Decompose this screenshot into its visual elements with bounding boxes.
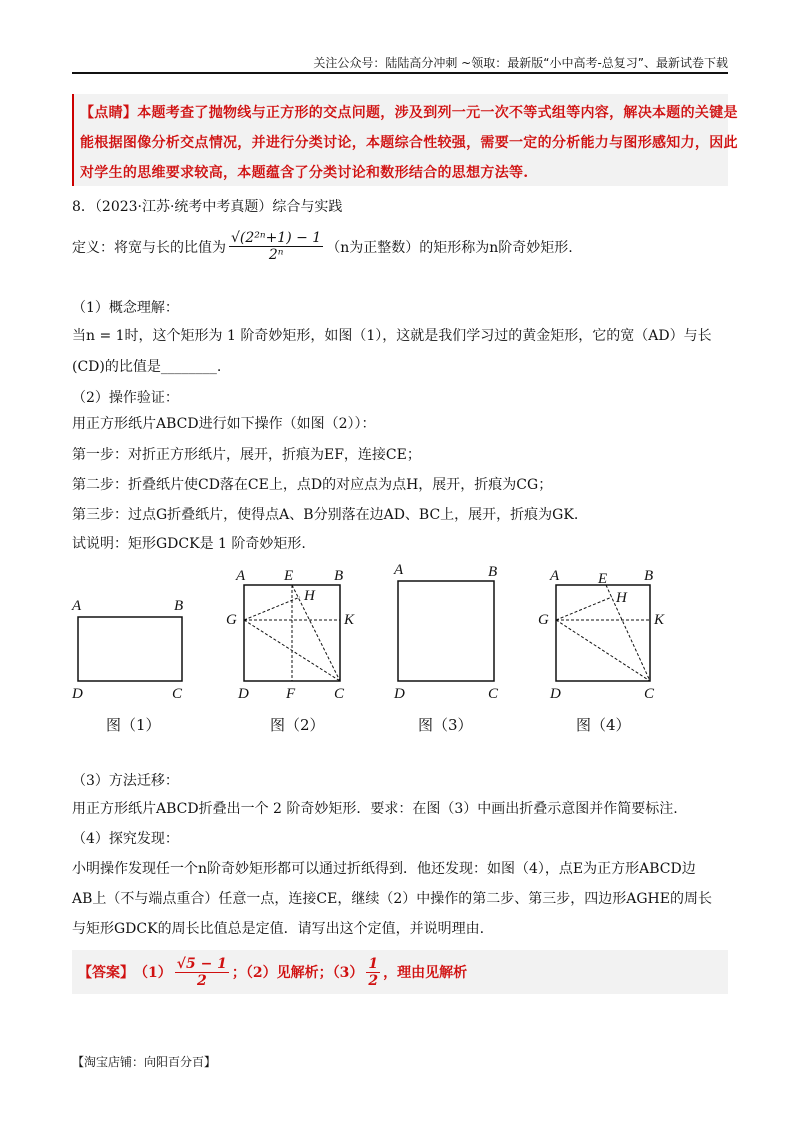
part2-step-3: 第三步：过点G折叠纸片，使得点A、B分别落在边AD、BC上，展开，折痕为GK. <box>72 507 579 523</box>
fig3-label-c: C <box>488 686 499 702</box>
figure-4 <box>538 568 665 734</box>
answer-part2: ；（2）见解析；（3） <box>231 965 364 981</box>
fig2-label-e: E <box>284 568 294 584</box>
part1-line-2: (CD)的比值是________. <box>72 359 222 375</box>
part4-line-1: 小明操作发现任一个n阶奇妙矩形都可以通过折纸得到．他还发现：如图（4），点E为正方形ABCD边 <box>72 861 696 877</box>
answer-frac-2 <box>366 956 380 989</box>
part1-line-1: 当n = 1时，这个矩形为 1 阶奇妙矩形，如图（1），这就是我们学习过的黄金矩形，它的宽（AD）与长 <box>72 328 712 344</box>
fig2-label-k: K <box>344 612 355 628</box>
fig2-label-c: C <box>334 686 345 702</box>
fig4-caption: 图（4） <box>576 716 631 734</box>
fig1-label-a: A <box>72 598 82 614</box>
part2-step-1: 第一步：对折正方形纸片，展开，折痕为EF，连接CE； <box>72 447 421 463</box>
part3-title: （3）方法迁移： <box>72 773 179 789</box>
figure-3 <box>393 562 499 734</box>
fig1-label-c: C <box>172 686 183 702</box>
def-fraction <box>229 230 323 263</box>
fig4-label-c: C <box>644 686 655 702</box>
answer-frac-1-den: 2 <box>196 972 207 989</box>
def-fraction-num: √(2²ⁿ+1) − 1 <box>231 230 322 246</box>
fig1-caption: 图（1） <box>106 716 161 734</box>
comment-line-3: 对学生的思维要求较高，本题蕴含了分类讨论和数形结合的思想方法等. <box>80 165 529 181</box>
figure-1 <box>71 598 183 734</box>
part2-explain: 试说明：矩形GDCK是 1 阶奇妙矩形. <box>72 536 306 552</box>
fig4-label-k: K <box>654 612 665 628</box>
fig2-label-f: F <box>286 686 296 702</box>
fig2-label-d: D <box>238 686 249 702</box>
fig2-line-ce <box>292 585 340 681</box>
fig2-label-b: B <box>334 568 344 584</box>
fig2-label-h: H <box>304 588 315 604</box>
part4-line-3: 与矩形GDCK的周长比值总是定值．请写出这个定值，并说明理由. <box>72 921 485 937</box>
answer-frac-2-den: 2 <box>368 972 379 989</box>
part2-line-1: 用正方形纸片ABCD进行如下操作（如图（2））： <box>72 416 376 432</box>
fig1-label-d: D <box>72 686 83 702</box>
answer-frac-2-num: 1 <box>368 955 379 972</box>
answer-label: 【答案】 <box>78 965 134 981</box>
fig4-label-e: E <box>598 571 608 587</box>
part4-title: （4）探究发现： <box>72 831 179 847</box>
comment-box <box>72 94 738 186</box>
answer-part3: ，理由见解析 <box>383 965 468 981</box>
fig4-square <box>556 585 650 681</box>
fig3-label-b: B <box>488 564 498 580</box>
page-header: 关注公众号：陆陆高分冲刺 ~领取：最新版“小中高考-总复习”、最新试卷下载 <box>313 56 728 70</box>
def-prefix: 定义：将宽与长的比值为 <box>72 239 226 256</box>
fig2-caption: 图（2） <box>270 716 325 734</box>
fig4-label-a: A <box>550 568 560 584</box>
fig3-caption: 图（3） <box>418 716 473 734</box>
fig4-label-b: B <box>644 568 654 584</box>
figures-svg <box>60 560 740 760</box>
comment-line-1: 【点睛】本题考查了抛物线与正方形的交点问题，涉及到列一元一次不等式组等内容，解决本题的关键是 <box>80 105 738 121</box>
fig1-label-b: B <box>174 598 184 614</box>
fig2-label-a: A <box>236 568 246 584</box>
definition <box>72 230 573 263</box>
part1-title: （1）概念理解： <box>72 300 179 316</box>
fig1-rectangle <box>78 617 182 681</box>
part4-line-2: AB上（不与端点重合）任意一点，连接CE，继续（2）中操作的第二步、第三步，四边形AGHE的周长 <box>72 891 712 907</box>
page-footer: 【淘宝店铺：向阳百分百】 <box>72 1055 217 1069</box>
figure-2 <box>226 568 355 734</box>
fig2-label-g: G <box>226 612 237 628</box>
comment-line-2: 能根据图像分析交点情况，并进行分类讨论，本题综合性较强，需要一定的分析能力与图形感知力，因此 <box>80 135 738 151</box>
def-suffix: （n为正整数）的矩形称为n阶奇妙矩形. <box>326 239 573 256</box>
fig3-square <box>398 581 494 681</box>
answer-box <box>72 950 728 994</box>
fig3-label-a: A <box>394 562 404 578</box>
fig4-line-gh <box>556 597 612 620</box>
fig4-label-h: H <box>616 590 627 606</box>
fig4-label-g: G <box>538 612 549 628</box>
answer-row <box>78 954 467 990</box>
fig4-label-d: D <box>550 686 561 702</box>
question-title: 8．（2023·江苏·统考中考真题）综合与实践 <box>72 199 343 215</box>
def-fraction-den: 2ⁿ <box>268 247 284 263</box>
answer-part1: （1） <box>134 965 172 981</box>
part3-line-1: 用正方形纸片ABCD折叠出一个 2 阶奇妙矩形．要求：在图（3）中画出折叠示意图并作简要标注. <box>72 801 678 817</box>
header-rule <box>72 72 728 74</box>
fig3-label-d: D <box>394 686 405 702</box>
answer-frac-1-num: √5 − 1 <box>176 955 227 972</box>
part2-title: （2）操作验证： <box>72 390 179 406</box>
answer-frac-1 <box>175 956 229 989</box>
part2-step-2: 第二步：折叠纸片使CD落在CE上，点D的对应点为点H，展开，折痕为CG； <box>72 477 553 493</box>
